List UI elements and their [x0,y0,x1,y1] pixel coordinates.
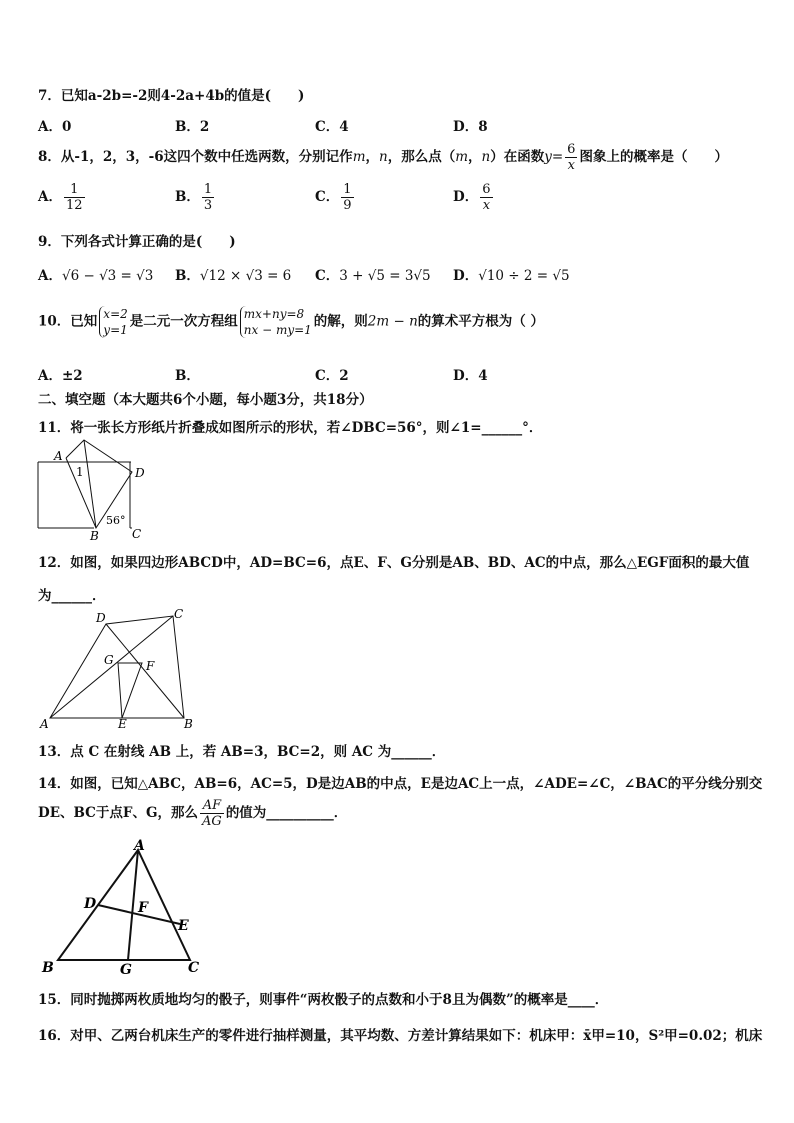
q14-label-e: E [178,918,189,934]
q14-label-b: B [42,960,54,976]
q9-stem: 9．下列各式计算正确的是( ) [38,234,236,250]
q7-option-b: B．2 [175,119,210,135]
q14-fraction: $\frac{AF}{AG}$ [202,798,222,829]
q10-option-c: C．2 [315,368,349,384]
q8-stem: 8．从-1，2，3，-6这四个数中任选两数，分别记作m，n，那么点（m，n）在函数y= $\frac{6}{x}$ 图象上的概率是（ ） [38,142,728,173]
q14-stem: 14．如图，已知△ABC，AB=6，AC=5，D是边AB的中点，E是边AC上一点，∠ADE=∠C，∠BAC的平分线分别交 [38,776,763,792]
q12-stem-cont: 为______． [38,588,106,604]
q12-label-e: E [118,717,127,730]
q9-option-d: D．√10 ÷ 2 = √5 [453,268,570,284]
q12-label-c: C [174,607,184,621]
q9-option-a: A．√6 − √3 = √3 [38,268,154,284]
q11-label-angle: 56° [106,514,126,527]
q11-label-a: A [54,449,63,463]
q7-option-a: A．0 [38,119,72,135]
q10-equation-system: mx+ny=8 nx − my=1 [240,306,312,338]
q12-label-a: A [40,717,49,730]
q12-label-d: D [96,611,106,625]
section-heading: 二、填空题（本大题共6个小题，每小题3分，共18分） [38,392,373,408]
q7-stem: 7．已知a-2b=-2则4-2a+4b的值是( ) [38,88,305,104]
q11-label-c: C [132,527,142,541]
q16-stem: 16．对甲、乙两台机床生产的零件进行抽样测量，其平均数、方差计算结果如下：机床甲：x̄甲=10，S²甲=0.02；机床 [38,1028,763,1044]
q9-option-b: B．√12 × √3 = 6 [175,268,292,284]
q10-stem: 10．已知 x=2 y=1 是二元一次方程组 mx+ny=8 nx − my=1 的解，则2m − n的算术平方根为（ ） [38,307,544,337]
q12-label-b: B [184,717,193,730]
q14-stem-cont: DE、BC于点F、G，那么 $\frac{AF}{AG}$ 的值为__________． [38,798,348,829]
q15-stem: 15．同时抛掷两枚质地均匀的骰子，则事件“两枚骰子的点数和小于8且为偶数”的概率是____． [38,992,609,1008]
q10-option-d: D．4 [453,368,488,384]
q12-label-g: G [104,653,114,667]
q10-option-b: B． [175,368,200,384]
q11-stem: 11．将一张长方形纸片折叠成如图所示的形状，若∠DBC=56°，则∠1=______°． [38,420,543,436]
q7-option-c: C．4 [315,119,349,135]
q8-option-a: A． $\frac{1}{12}$ [38,182,83,213]
q13-stem: 13．点 C 在射线 AB 上，若 AB=3，BC=2，则 AC 为______． [38,744,446,760]
q8-fraction: $\frac{6}{x}$ [567,142,576,173]
q11-label-b: B [90,529,99,543]
q12-label-f: F [146,659,155,673]
q11-label-d: D [135,466,145,480]
q14-label-c: C [188,960,200,976]
q11-figure [36,438,151,544]
q12-figure [38,606,198,730]
q14-label-d: D [84,896,97,912]
q8-option-b: B． $\frac{1}{3}$ [175,182,213,213]
q14-label-a: A [134,838,145,854]
q8-option-c: C． $\frac{1}{9}$ [315,182,352,213]
q12-stem: 12．如图，如果四边形ABCD中，AD=BC=6，点E、F、G分别是AB、BD、AC的中点，那么△EGF面积的最大值 [38,555,750,571]
q14-figure [38,838,213,978]
q8-option-d: D． $\frac{6}{x}$ [453,182,491,213]
q7-option-d: D．8 [453,119,488,135]
q10-option-a: A．±2 [38,368,83,384]
q9-option-c: C．3 + √5 = 3√5 [315,268,431,284]
q10-solution-system: x=2 y=1 [99,306,127,338]
q11-label-1: 1 [76,465,84,479]
q14-label-f: F [138,900,148,916]
q14-label-g: G [120,962,132,978]
